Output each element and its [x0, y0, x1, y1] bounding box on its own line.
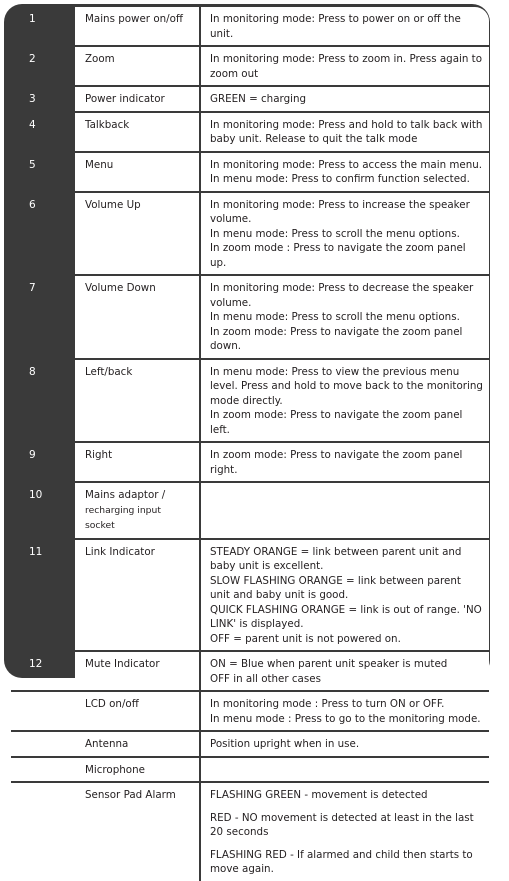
table-row: [11, 86, 489, 112]
control-description: [200, 691, 489, 731]
control-name: [75, 359, 200, 443]
row-number: 14: [11, 731, 75, 757]
control-description: [200, 192, 489, 276]
description-line: In menu mode: Press to confirm function selected.: [210, 173, 470, 185]
table-row: [11, 46, 489, 86]
table-row: [11, 757, 489, 783]
control-name-text: Mains power on/off: [85, 13, 184, 25]
control-name-text: Power indicator: [85, 93, 165, 105]
table-row: [11, 192, 489, 276]
control-name: [75, 782, 200, 881]
description-line: Position upright when in use.: [210, 738, 360, 750]
control-description: [200, 86, 489, 112]
description-line: In menu mode: Press to scroll the menu options.: [210, 227, 460, 240]
control-name: [75, 192, 200, 276]
control-name: [75, 442, 200, 482]
row-number: 10: [11, 482, 75, 539]
control-description: [200, 757, 489, 783]
description-line: OFF in all other cases: [210, 672, 321, 685]
control-description: [200, 651, 489, 691]
description-line: SLOW FLASHING ORANGE = link between parent unit and baby unit is good.: [210, 574, 461, 601]
table-row: [11, 442, 489, 482]
table-row: [11, 152, 489, 192]
controls-table: [11, 7, 489, 881]
table-row: [11, 691, 489, 731]
row-number: 2: [11, 46, 75, 86]
control-name-text: Link Indicator: [85, 545, 155, 558]
control-name: [75, 86, 200, 112]
table-row: [11, 275, 489, 359]
description-line: In zoom mode : Press to navigate the zoom panel up.: [210, 242, 466, 269]
control-name-text: Mains adaptor /: [85, 489, 166, 501]
row-number: 9: [11, 442, 75, 482]
control-name: [75, 731, 200, 757]
description-line: STEADY ORANGE = link between parent unit and baby unit is excellent.: [210, 545, 462, 572]
description-line: In zoom mode: Press to navigate the zoom panel left.: [210, 409, 463, 436]
control-name-text: Antenna: [85, 738, 129, 750]
description-line: In menu mode : Press to go to the monitoring mode.: [210, 712, 481, 725]
control-name-text: Mute Indicator: [85, 658, 160, 670]
control-description: [200, 152, 489, 192]
description-line: In monitoring mode: Press to access the main menu.: [210, 158, 483, 171]
control-name: [75, 539, 200, 652]
description-line: RED - NO movement is detected at least in the last 20 seconds: [210, 811, 474, 838]
control-name: [75, 651, 200, 691]
description-line: OFF = parent unit is not powered on.: [210, 632, 401, 645]
table-row: [11, 482, 489, 539]
row-number: 1: [11, 7, 75, 46]
control-name: [75, 112, 200, 152]
control-name: [75, 7, 200, 46]
row-number: 6: [11, 192, 75, 276]
description-line: In monitoring mode: Press and hold to talk back with baby unit. Release to quit the talk mode: [210, 118, 483, 145]
table-row: [11, 112, 489, 152]
row-number: 13: [11, 691, 75, 731]
row-number: 7: [11, 275, 75, 359]
description-line: In menu mode: Press to scroll the menu options.: [210, 311, 460, 323]
control-description: [200, 275, 489, 359]
control-name: [75, 482, 200, 539]
control-name-subtext: recharging input socket: [85, 504, 161, 531]
row-number: 3: [11, 86, 75, 112]
control-description: [200, 46, 489, 86]
description-line: In menu mode: Press to view the previous menu level. Press and hold to move back to the monitoring mode directly.: [210, 365, 483, 407]
control-description: [200, 112, 489, 152]
description-line: In monitoring mode: Press to power on or off the unit.: [210, 13, 461, 40]
control-name-text: Right: [85, 449, 113, 461]
table-row: [11, 651, 489, 691]
description-line: In zoom mode: Press to navigate the zoom panel down.: [210, 325, 463, 352]
control-name-text: Talkback: [85, 118, 130, 131]
control-name: [75, 152, 200, 192]
control-name: [75, 275, 200, 359]
row-number: 5: [11, 152, 75, 192]
control-name-text: Volume Down: [85, 282, 156, 294]
description-line: In monitoring mode: Press to decrease the speaker volume.: [210, 282, 474, 309]
table-row: [11, 731, 489, 757]
table-row: [11, 7, 489, 46]
control-name: [75, 46, 200, 86]
description-line: In monitoring mode: Press to zoom in. Press again to zoom out: [210, 53, 483, 80]
control-description: [200, 539, 489, 652]
row-number: 16: [29, 789, 43, 801]
control-description: [200, 359, 489, 443]
table-row: [11, 359, 489, 443]
row-number: 11: [11, 539, 75, 652]
control-description: [200, 7, 489, 46]
control-name-text: Menu: [85, 158, 114, 171]
control-name: [75, 757, 200, 783]
control-description: [200, 442, 489, 482]
row-number: 15: [11, 757, 75, 783]
control-name-text: Zoom: [85, 53, 115, 65]
description-line: QUICK FLASHING ORANGE = link is out of range. 'NO LINK' is displayed.: [210, 603, 482, 630]
description-line: In monitoring mode: Press to increase the speaker volume.: [210, 198, 470, 225]
description-line: In monitoring mode : Press to turn ON or OFF.: [210, 698, 445, 710]
row-number: 4: [11, 112, 75, 152]
table-row: [11, 539, 489, 652]
row-number: 12: [11, 651, 75, 691]
control-description: [200, 782, 489, 881]
control-name-text: Volume Up: [85, 198, 141, 211]
control-name-text: Left/back: [85, 365, 133, 378]
control-name-text: LCD on/off: [85, 698, 139, 710]
description-line: FLASHING GREEN - movement is detected: [210, 789, 428, 801]
control-description: [200, 731, 489, 757]
row-number: 8: [11, 359, 75, 443]
description-line: In zoom mode: Press to navigate the zoom panel right.: [210, 449, 463, 476]
description-line: FLASHING RED - If alarmed and child then starts to move again.: [210, 848, 473, 875]
control-name: [75, 691, 200, 731]
description-line: ON = Blue when parent unit speaker is muted: [210, 658, 448, 670]
table-row: [11, 782, 489, 881]
control-name-text: Sensor Pad Alarm: [85, 789, 176, 801]
control-name-text: Microphone: [85, 763, 145, 776]
control-description: [200, 482, 489, 539]
description-line: GREEN = charging: [210, 93, 307, 105]
